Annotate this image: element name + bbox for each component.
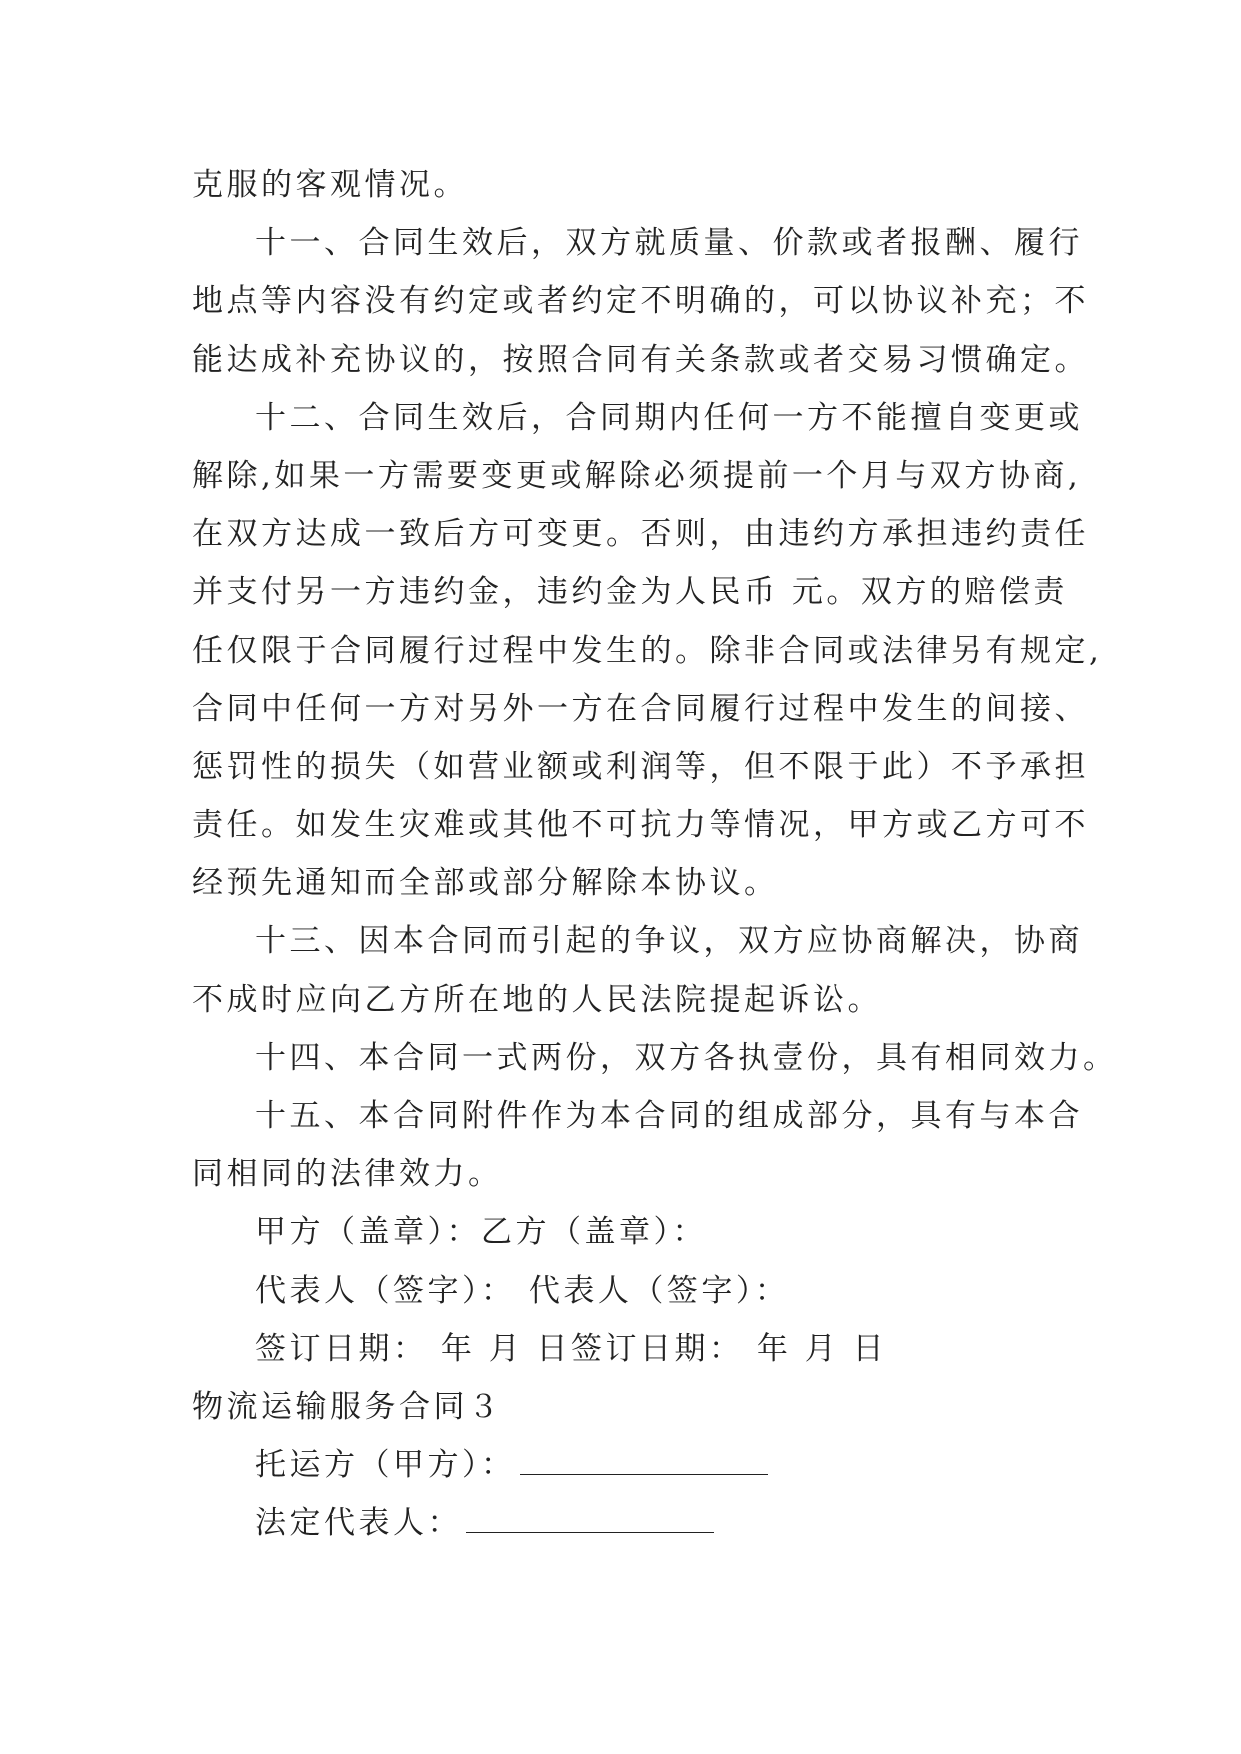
text-line: 并支付另一方违约金，违约金为人民币 元。双方的赔偿责 xyxy=(192,574,1068,611)
document-body xyxy=(192,156,1118,1553)
clause-14-line: 十四、本合同一式两份，双方各执壹份，具有相同效力。 xyxy=(255,1039,1118,1076)
seal-line: 甲方（盖章）：乙方（盖章）： xyxy=(255,1214,707,1251)
shipper-label: 托运方（甲方）： xyxy=(255,1447,516,1484)
text-line: 能达成补充协议的，按照合同有关条款或者交易习惯确定。 xyxy=(192,341,1089,378)
signature-line: 代表人（签字）： 代表人（签字）： xyxy=(255,1272,790,1309)
clause-15-line: 十五、本合同附件作为本合同的组成部分，具有与本合 xyxy=(255,1098,1083,1134)
text-line: 地点等内容没有约定或者约定不明确的，可以协议补充；不 xyxy=(192,283,1089,320)
text-line: 经预先通知而全部或部分解除本协议。 xyxy=(192,865,779,902)
shipper-blank[interactable] xyxy=(520,1450,768,1475)
sign-date-line: 签订日期： 年 月 日签订日期： 年 月 日 xyxy=(255,1330,888,1367)
text-line: 合同中任何一方对另外一方在合同履行过程中发生的间接、 xyxy=(192,690,1089,727)
clause-12-line: 十二、合同生效后，合同期内任何一方不能擅自变更或 xyxy=(255,399,1083,436)
text-line: 不成时应向乙方所在地的人民法院提起诉讼。 xyxy=(192,981,882,1018)
text-line: 责任。如发生灾难或其他不可抗力等情况，甲方或乙方可不 xyxy=(192,807,1089,844)
clause-11-line: 十一、合同生效后，双方就质量、价款或者报酬、履行 xyxy=(255,225,1083,262)
text-line: 任仅限于合同履行过程中发生的。除非合同或法律另有规定, xyxy=(192,632,1103,669)
legal-rep-label: 法定代表人： xyxy=(255,1505,462,1542)
text-line: 解除,如果一方需要变更或解除必须提前一个月与双方协商, xyxy=(192,457,1082,494)
text-line: 惩罚性的损失（如营业额或利润等，但不限于此）不予承担 xyxy=(192,748,1089,785)
clause-13-line: 十三、因本合同而引起的争议，双方应协商解决，协商 xyxy=(255,923,1083,960)
text-line: 克服的客观情况。 xyxy=(192,167,468,203)
legal-rep-field xyxy=(192,1494,1062,1552)
shipper-field xyxy=(192,1436,1062,1494)
text-line: 同相同的法律效力。 xyxy=(192,1156,503,1193)
contract-title: 物流运输服务合同３ xyxy=(192,1388,503,1425)
legal-rep-blank[interactable] xyxy=(466,1508,714,1533)
text-line: 在双方达成一致后方可变更。否则，由违约方承担违约责任 xyxy=(192,516,1089,553)
